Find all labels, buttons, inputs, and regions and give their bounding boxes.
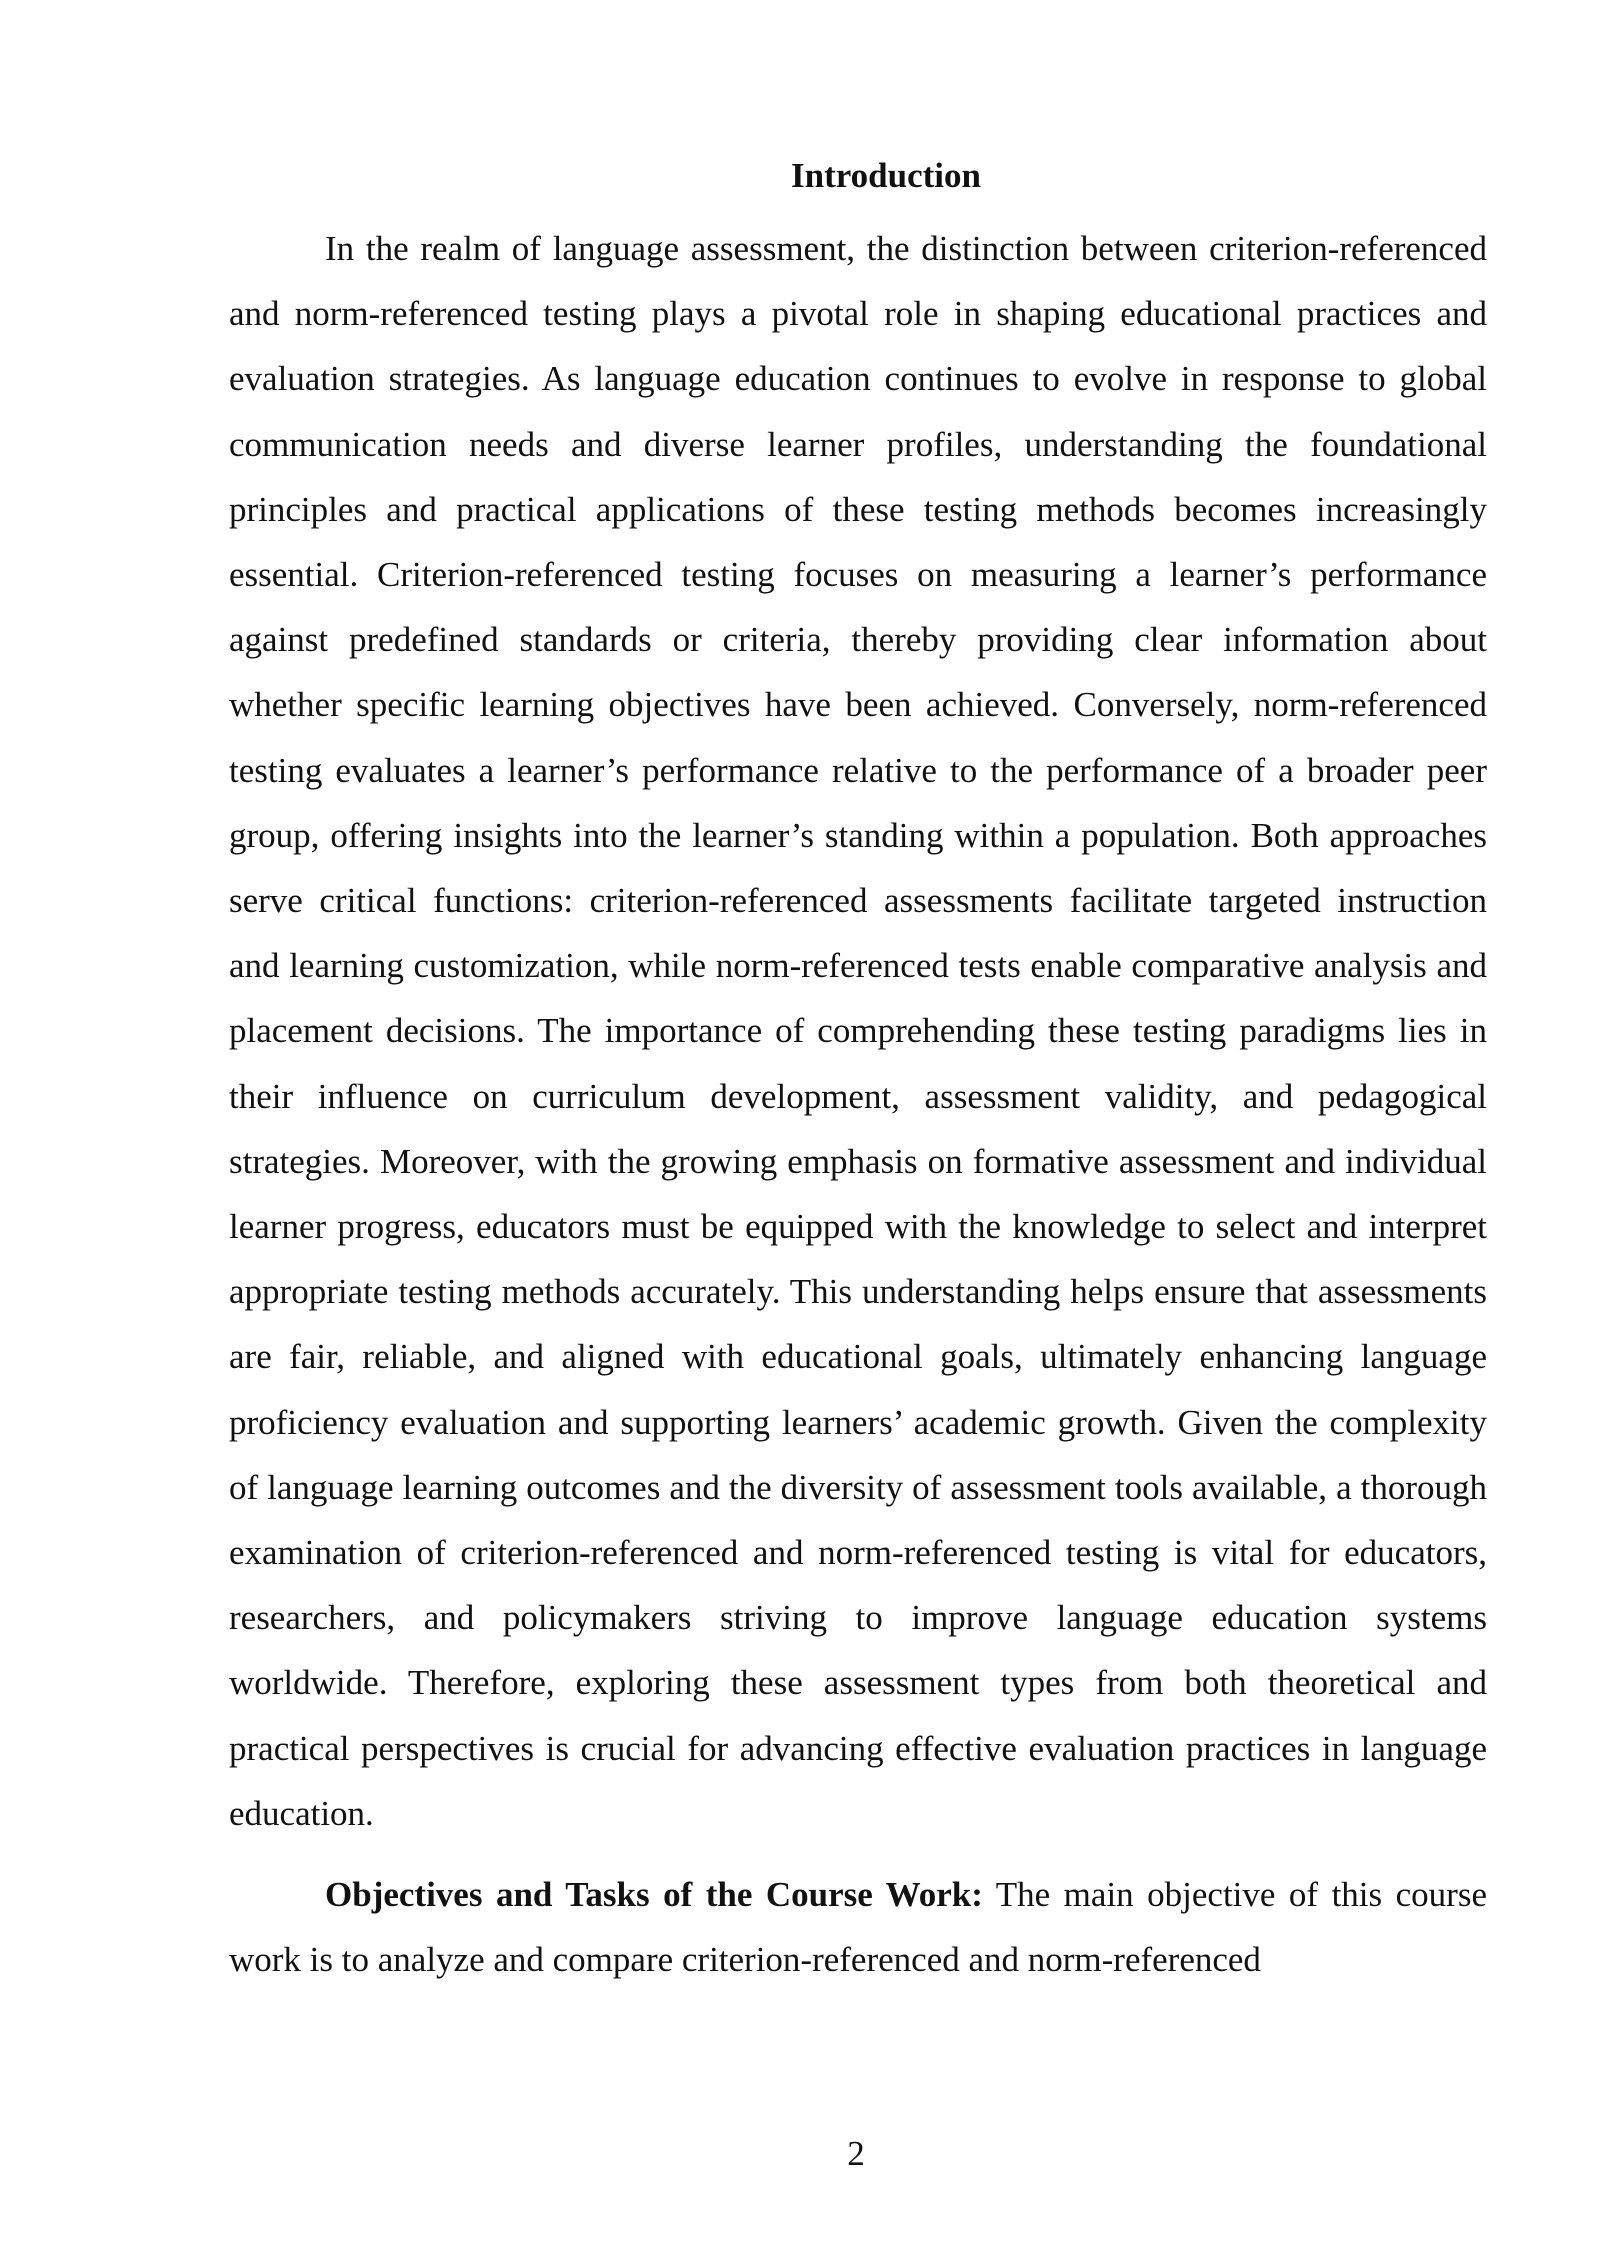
document-body xyxy=(229,150,1487,1992)
section-heading: Introduction xyxy=(791,156,981,195)
objectives-lead: Objectives and Tasks of the Course Work: xyxy=(325,1875,983,1915)
objectives-paragraph xyxy=(229,1862,1487,1992)
intro-paragraph xyxy=(229,216,1487,1846)
page-number: 2 xyxy=(847,2134,865,2173)
objectives-text: The main objective of this course work is to analyze and compare criterion-referenced and norm-referenced xyxy=(229,1875,1487,1980)
paragraph-text: In the realm of language assessment, the distinction between criterion-referenced and norm-referenced testing plays a pivotal role in shaping educational practices and evaluation strategies. As language education continues to evolve in response to global communication needs and diverse learner profiles, understanding the foundational principles and practical applications of these testing methods becomes increasingly essential. Criterion-referenced testing focuses on measuring a learner’s performance against predefined standards or criteria, thereby providing clear information about whether specific learning objectives have been achieved. Conversely, norm-referenced testing evaluates a learner’s performance relative to the performance of a broader peer group, offering insights into the learner’s standing within a population. Both approaches serve critical functions: criterion-referenced assessments facilitate targeted instruction and learning customization, while norm-referenced tests enable comparative analysis and placement decisions. The importance of comprehending these testing paradigms lies in their influence on curriculum development, assessment validity, and pedagogical strategies. Moreover, with the growing emphasis on formative assessment and individual learner progress, educators must be equipped with the knowledge to select and interpret appropriate testing methods accurately. This understanding helps ensure that assessments are fair, reliable, and aligned with educational goals, ultimately enhancing language proficiency evaluation and supporting learners’ academic growth. Given the complexity of language learning outcomes and the diversity of assessment tools available, a thorough examination of criterion-referenced and norm-referenced testing is vital for educators, researchers, and policymakers striving to improve language education systems worldwide. Therefore, exploring these assessment types from both theoretical and practical perspectives is crucial for advancing effective evaluation practices in language education. xyxy=(229,229,1487,1833)
